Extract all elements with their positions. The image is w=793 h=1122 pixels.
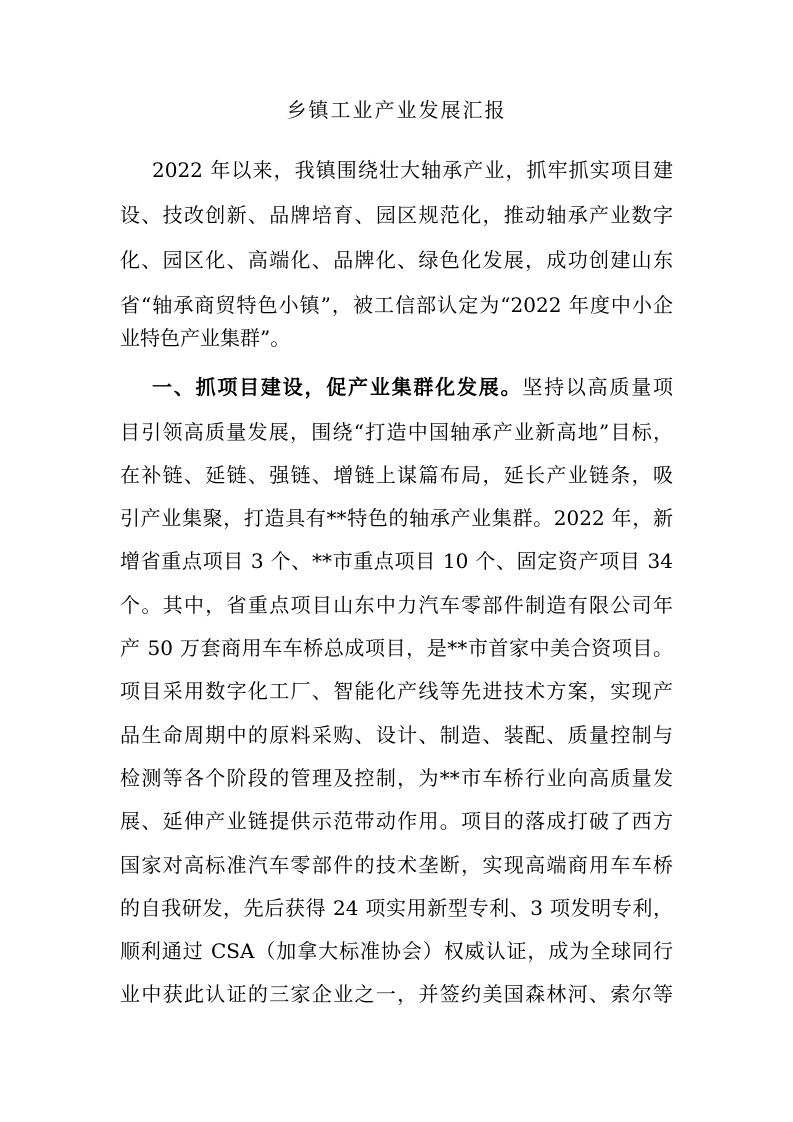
- paragraph-2-line-10: 检测等各个阶段的管理及控制，为**市车桥行业向高质量发: [120, 766, 673, 790]
- paragraph-2-line-13: 的自我研发，先后获得 24 项实用新型专利、3 项发明专利，: [120, 896, 673, 920]
- paragraph-2-line-2: 目引领高质量发展，围绕“打造中国轴承产业新高地”目标，: [120, 420, 673, 444]
- paragraph-2-line-1-rest: 坚持以高质量项: [522, 375, 673, 399]
- paragraph-1-line-4: 省“轴承商贸特色小镇”，被工信部认定为“2022 年度中小企: [120, 293, 673, 317]
- section-heading: 一、抓项目建设，促产业集群化发展。: [152, 375, 523, 399]
- paragraph-2-line-11: 展、延伸产业链提供示范带动作用。项目的落成打破了西方: [120, 809, 673, 833]
- paragraph-1-line-2: 设、技改创新、品牌培育、园区规范化，推动轴承产业数字: [120, 203, 673, 227]
- paragraph-1-line-1: 2022 年以来，我镇围绕壮大轴承产业，抓牢抓实项目建: [152, 158, 673, 182]
- paragraph-2-line-3: 在补链、延链、强链、增链上谋篇布局，延长产业链条，吸: [120, 463, 673, 487]
- paragraph-1-line-5: 业特色产业集群”。: [120, 326, 291, 350]
- document-title: 乡镇工业产业发展汇报: [286, 98, 507, 122]
- paragraph-2-line-6: 个。其中，省重点项目山东中力汽车零部件制造有限公司年: [120, 593, 673, 617]
- paragraph-2-line-15: 业中获此认证的三家企业之一，并签约美国森林河、索尔等: [120, 982, 673, 1006]
- paragraph-1-line-3: 化、园区化、高端化、品牌化、绿色化发展，成功创建山东: [120, 248, 673, 272]
- paragraph-2-line-8: 项目采用数字化工厂、智能化产线等先进技术方案，实现产: [120, 679, 673, 703]
- paragraph-2-line-4: 引产业集聚，打造具有**特色的轴承产业集群。2022 年，新: [120, 506, 673, 530]
- paragraph-2-line-5: 增省重点项目 3 个、**市重点项目 10 个、固定资产项目 34: [120, 549, 673, 573]
- paragraph-2-line-1: [120, 372, 673, 402]
- paragraph-2-line-14: 顺利通过 CSA（加拿大标准协会）权威认证，成为全球同行: [120, 939, 673, 963]
- paragraph-2-line-9: 品生命周期中的原料采购、设计、制造、装配、质量控制与: [120, 723, 673, 747]
- paragraph-2-line-12: 国家对高标准汽车零部件的技术垄断，实现高端商用车车桥: [120, 853, 673, 877]
- paragraph-2-line-7: 产 50 万套商用车车桥总成项目，是**市首家中美合资项目。: [120, 636, 673, 660]
